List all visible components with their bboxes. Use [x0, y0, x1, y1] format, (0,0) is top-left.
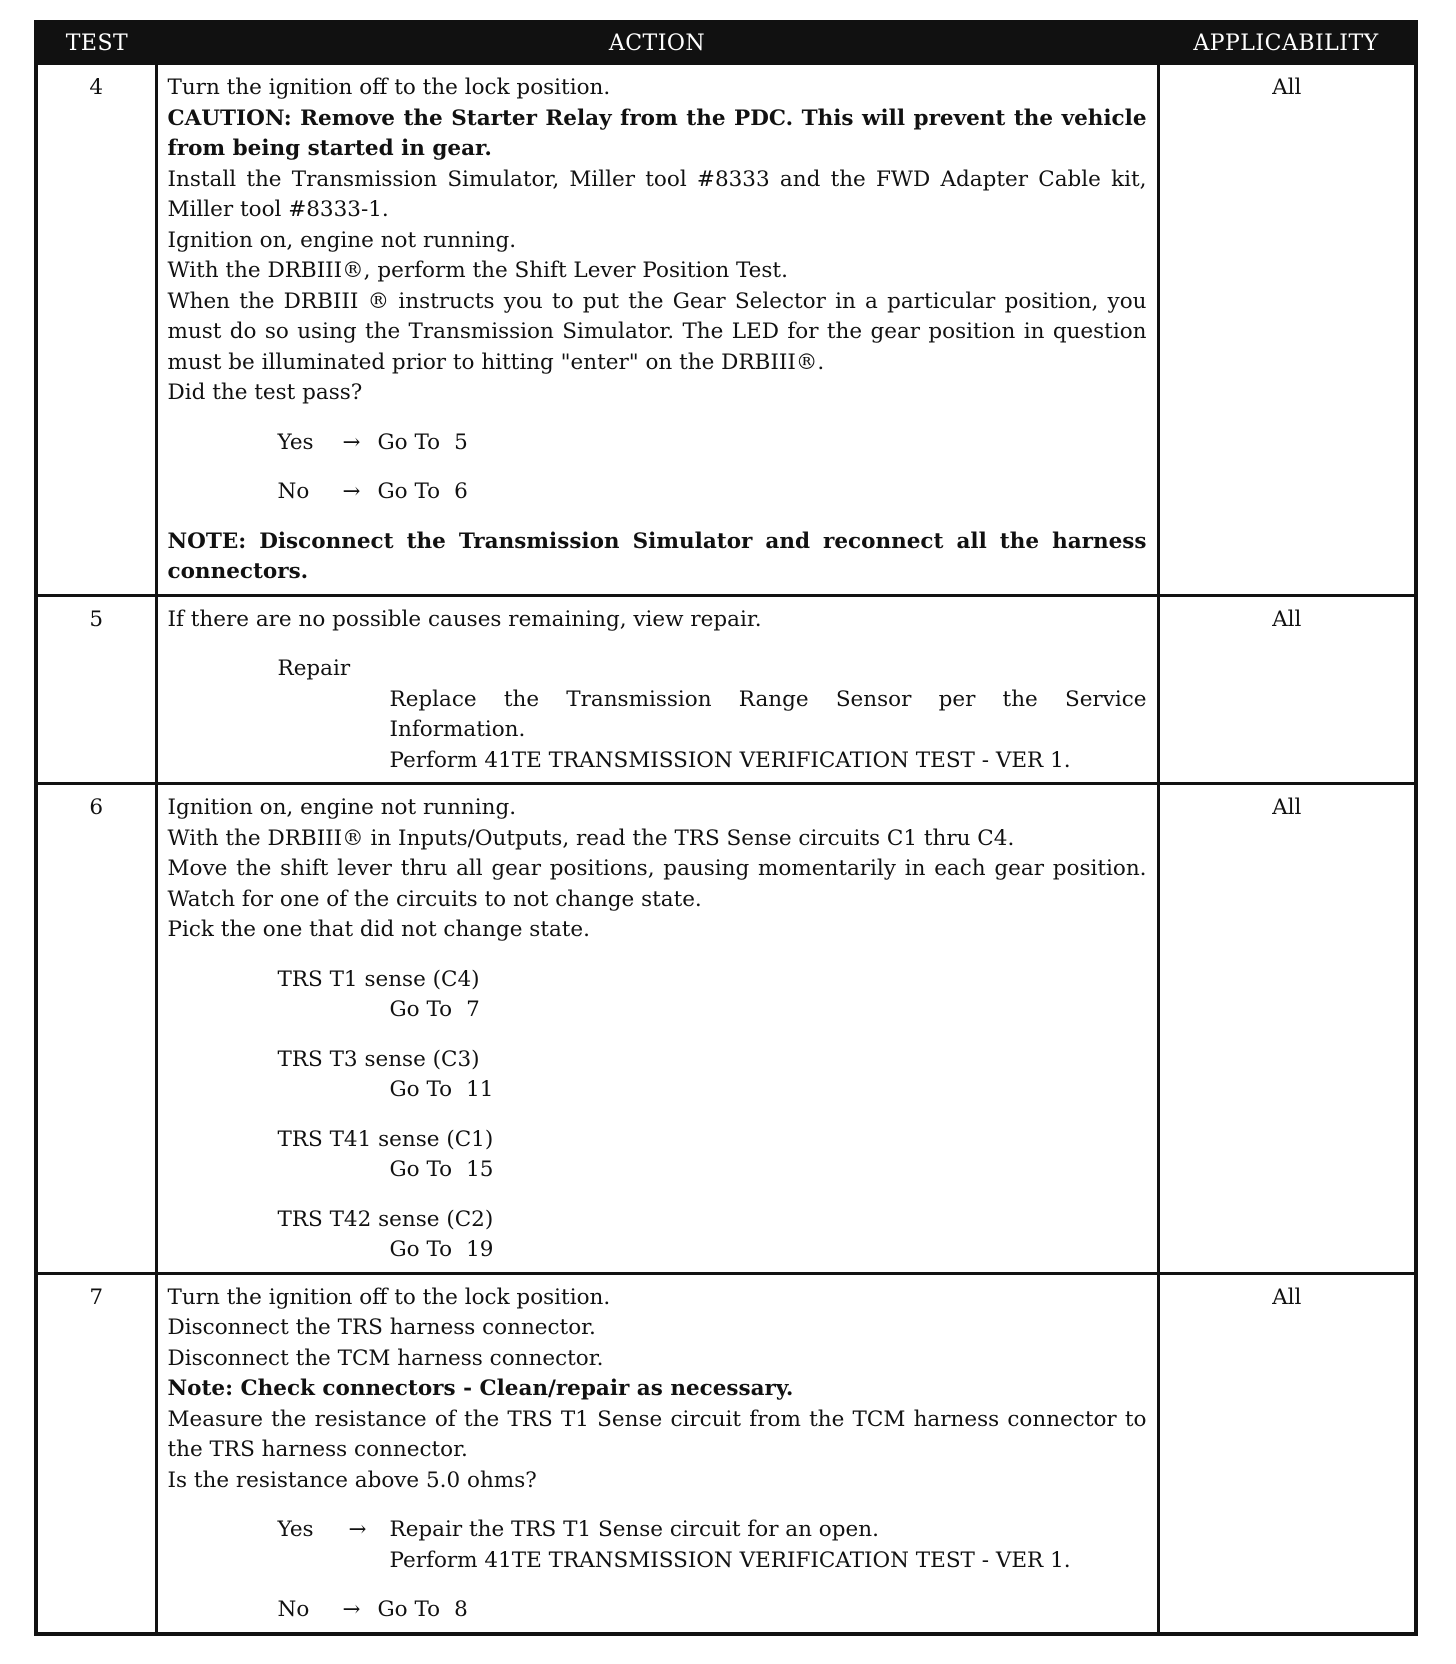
diagnostic-table-sheet — [34, 20, 1418, 1636]
action-line: If there are no possible causes remaining, view repair. — [167, 606, 762, 632]
action-line: Ignition on, engine not running. — [167, 227, 517, 253]
applicability-value: All — [1158, 784, 1414, 1274]
applicability-value: All — [1158, 1273, 1414, 1632]
goto-value: 6 — [454, 479, 468, 504]
circuit-option-label: TRS T1 sense (C4) — [277, 966, 480, 992]
circuit-option-goto — [390, 995, 1147, 1026]
caution-text: CAUTION: Remove the Starter Relay from the PDC. This will prevent the vehicle from being started in gear. — [167, 105, 1147, 161]
action-line: Turn the ignition off to the lock position. — [167, 75, 611, 100]
action-line: Move the shift lever thru all gear positions, pausing momentarily in each gear position. Watch for one of the circuits to not change state. — [167, 856, 1147, 912]
note-text: Note: Check connectors - Clean/repair as necessary. — [167, 1376, 794, 1401]
arrow-right-icon: → — [342, 429, 361, 455]
action-cell — [156, 1273, 1158, 1632]
repair-label: Repair — [277, 656, 351, 681]
goto-label: Go To — [377, 429, 441, 455]
goto-value: 15 — [466, 1157, 494, 1182]
yes-result — [390, 1515, 1071, 1576]
no-option — [278, 477, 1147, 508]
goto-value: 11 — [466, 1077, 494, 1102]
action-cell — [156, 784, 1158, 1274]
goto-label: Go To — [377, 1597, 441, 1622]
header-applicability: APPLICABILITY — [1158, 24, 1414, 64]
goto-label: Go To — [389, 997, 453, 1022]
no-option — [278, 1595, 1147, 1626]
repair-step: Perform 41TE TRANSMISSION VERIFICATION TEST - VER 1. — [389, 1547, 1071, 1573]
action-line: Turn the ignition off to the lock position. — [167, 1284, 611, 1310]
action-line: When the DRBIII ® instructs you to put the Gear Selector in a particular position, you must do so using the Transmission Simulator. The LED for the gear position in question must be illuminated prior to hitting "enter" on the DRBIII®. — [167, 288, 1147, 375]
test-number: 6 — [38, 784, 156, 1274]
repair-step: Perform 41TE TRANSMISSION VERIFICATION TEST - VER 1. — [389, 747, 1071, 773]
goto-label: Go To — [389, 1077, 453, 1102]
circuit-option-goto — [390, 1075, 1147, 1106]
action-line: Install the Transmission Simulator, Miller tool #8333 and the FWD Adapter Cable kit, Miller tool #8333-1. — [167, 166, 1147, 222]
goto-value: 5 — [454, 429, 468, 455]
circuit-option-label: TRS T3 sense (C3) — [277, 1046, 480, 1072]
applicability-value: All — [1158, 595, 1414, 784]
goto-label: Go To — [377, 479, 441, 504]
action-line: Disconnect the TRS harness connector. — [167, 1315, 596, 1340]
repair-step: Replace the Transmission Range Sensor per the Service Information. — [389, 686, 1147, 742]
action-line: With the DRBIII®, perform the Shift Lever Position Test. — [167, 258, 788, 283]
action-line: With the DRBIII® in Inputs/Outputs, read the TRS Sense circuits C1 thru C4. — [167, 825, 1015, 851]
goto-value: 7 — [466, 997, 480, 1022]
table-header-row — [38, 24, 1414, 64]
yes-option — [278, 1515, 1147, 1576]
header-test: TEST — [38, 24, 156, 64]
goto-value: 8 — [454, 1597, 468, 1622]
yes-option — [278, 428, 1147, 459]
circuit-option-goto — [390, 1235, 1147, 1266]
question-text: Pick the one that did not change state. — [167, 917, 590, 942]
table-row-test-4 — [38, 64, 1414, 596]
table-row-test-5 — [38, 595, 1414, 784]
arrow-right-icon: → — [342, 1597, 361, 1622]
header-action: ACTION — [156, 24, 1158, 64]
circuit-option-label: TRS T41 sense (C1) — [277, 1126, 494, 1152]
yes-label: Yes — [277, 429, 314, 455]
test-number: 5 — [38, 595, 156, 784]
note-text: NOTE: Disconnect the Transmission Simulator and reconnect all the harness connectors. — [167, 528, 1147, 584]
no-label: No — [277, 1597, 310, 1622]
action-line: Measure the resistance of the TRS T1 Sense circuit from the TCM harness connector to the TRS harness connector. — [167, 1406, 1147, 1462]
action-cell — [156, 595, 1158, 784]
goto-label: Go To — [389, 1157, 453, 1182]
goto-label: Go To — [389, 1237, 453, 1262]
test-number: 7 — [38, 1273, 156, 1632]
action-line: Disconnect the TCM harness connector. — [167, 1345, 604, 1371]
arrow-right-icon: → — [342, 479, 361, 504]
table-row-test-6 — [38, 784, 1414, 1274]
circuit-option-label: TRS T42 sense (C2) — [277, 1206, 494, 1232]
action-cell — [156, 64, 1158, 596]
yes-label: Yes — [277, 1517, 314, 1542]
action-line: Ignition on, engine not running. — [167, 795, 517, 820]
circuit-option-goto — [390, 1155, 1147, 1186]
repair-step: Repair the TRS T1 Sense circuit for an open. — [389, 1517, 879, 1542]
arrow-right-icon: → — [348, 1517, 367, 1542]
no-label: No — [277, 479, 310, 504]
test-number: 4 — [38, 64, 156, 596]
diagnostic-table — [38, 24, 1414, 1632]
question-text: Is the resistance above 5.0 ohms? — [167, 1467, 537, 1493]
table-row-test-7 — [38, 1273, 1414, 1632]
applicability-value: All — [1158, 64, 1414, 596]
question-text: Did the test pass? — [167, 380, 363, 405]
goto-value: 19 — [466, 1237, 494, 1262]
